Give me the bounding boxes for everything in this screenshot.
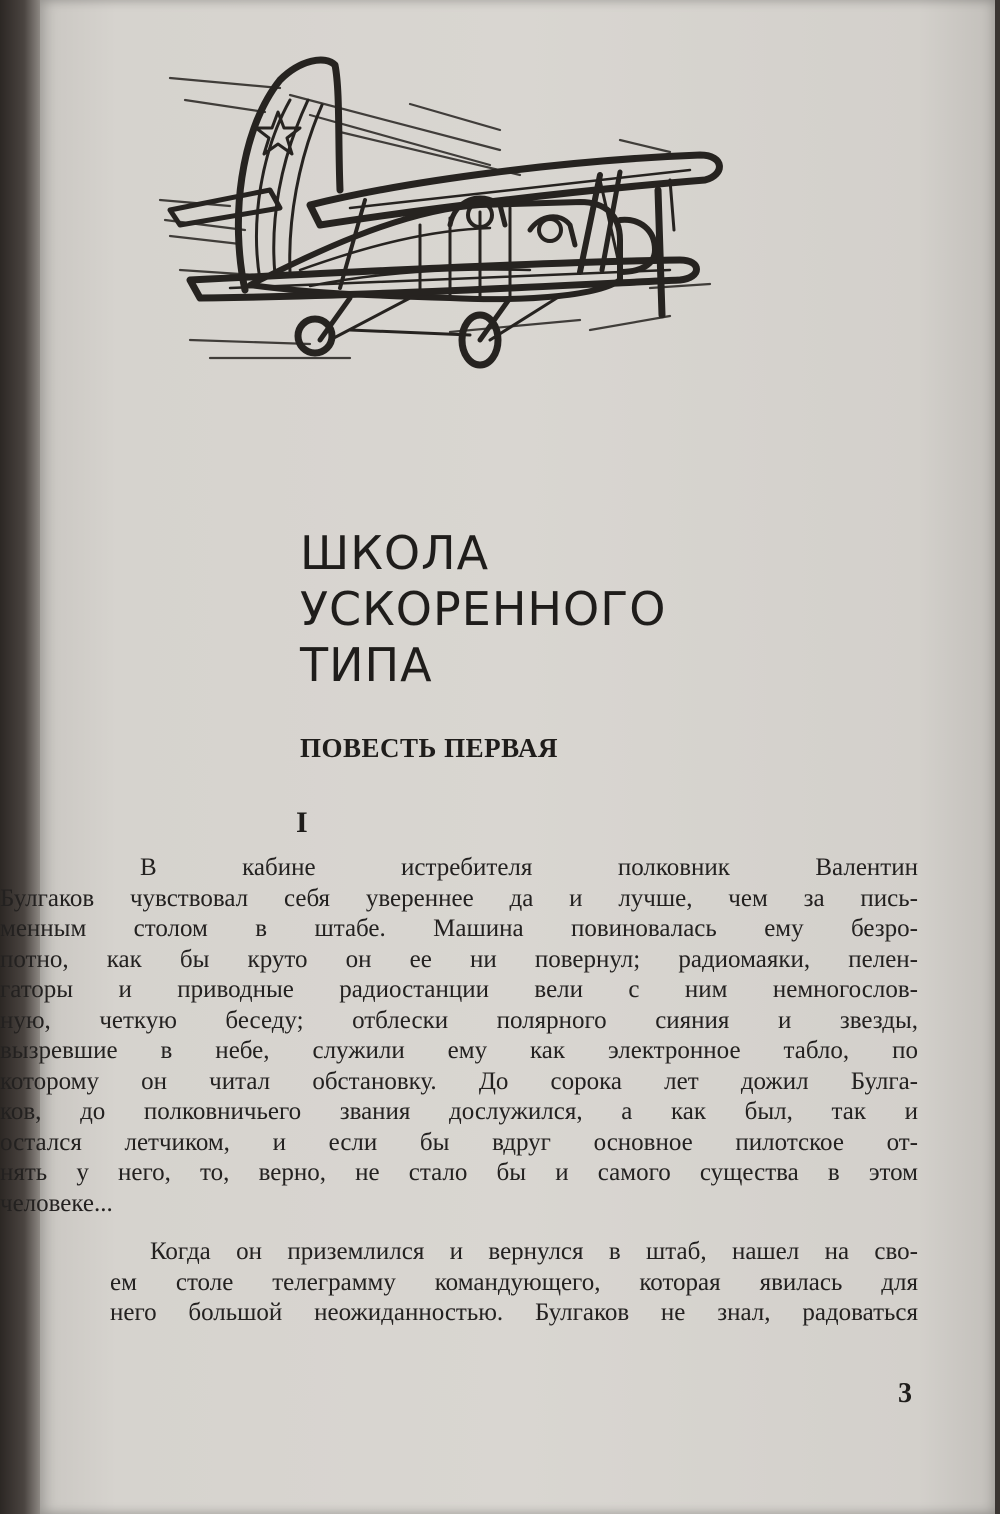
text-line: него большой неожиданностью. Булгаков не знал, радоваться bbox=[110, 1299, 918, 1326]
text-line: человеке... bbox=[0, 1189, 113, 1217]
title-line: УСКОРЕННОГО bbox=[300, 582, 667, 636]
text-line: потно, как бы круто он ее ни повернул; радиомаяки, пелен- bbox=[0, 945, 918, 973]
text-line: менным столом в штабе. Машина повиновалась ему безро- bbox=[0, 915, 918, 942]
text-line: гаторы и приводные радиостанции вели с ним немногослов- bbox=[0, 976, 918, 1003]
text-line: остался летчиком, и если бы вдруг основное пилотское от- bbox=[0, 1128, 918, 1156]
text-line: нять у него, то, верно, не стало бы и самого существа в этом bbox=[0, 1159, 918, 1186]
title-line: ТИПА bbox=[300, 638, 433, 692]
body-paragraph-1 bbox=[0, 853, 918, 1219]
book-title bbox=[300, 525, 666, 693]
text-line: ем столе телеграмму командующего, которая явилась для bbox=[110, 1268, 918, 1296]
text-line: вызревшие в небе, служили ему как электронное табло, по bbox=[0, 1037, 918, 1064]
text-line: ную, четкую беседу; отблески полярного сияния и звезды, bbox=[0, 1006, 918, 1034]
text-line: которому он читал обстановку. До сорока лет дожил Булга- bbox=[0, 1067, 918, 1095]
story-subtitle: ПОВЕСТЬ ПЕРВАЯ bbox=[300, 733, 558, 763]
body-paragraph-2 bbox=[110, 1237, 918, 1329]
text-line: ков, до полковничьего звания дослужился, а как был, так и bbox=[0, 1098, 918, 1125]
page-number: 3 bbox=[898, 1378, 912, 1409]
text-line: Булгаков чувствовал себя увереннее да и лучше, чем за пись- bbox=[0, 884, 918, 912]
chapter-number: I bbox=[296, 806, 308, 839]
biplane-illustration bbox=[150, 40, 750, 380]
book-spine-shadow bbox=[0, 0, 40, 1514]
text-line: В кабине истребителя полковник Валентин bbox=[140, 854, 918, 881]
title-line: ШКОЛА bbox=[300, 526, 490, 580]
text-line: Когда он приземлился и вернулся в штаб, нашел на сво- bbox=[150, 1238, 918, 1265]
